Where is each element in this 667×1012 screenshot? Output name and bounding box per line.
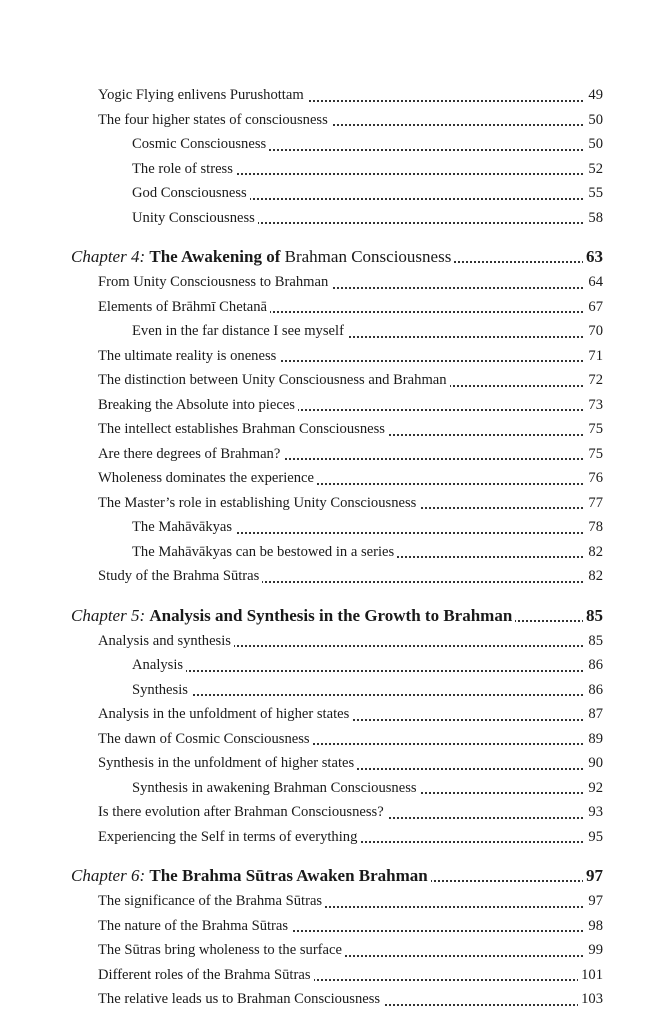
toc-entry-title: Experiencing the Self in terms of everything [98,829,360,845]
toc-entry-page: 101 [578,963,603,988]
toc-entry-title: The relative leads us to Brahman Consciousness [98,991,383,1007]
toc-entry-title: The Master’s role in establishing Unity Consciousness [98,495,419,511]
toc-entry-page: 82 [585,564,603,589]
toc-subentry [132,515,603,540]
toc-entry-page: 82 [585,540,603,565]
toc-subentry [132,181,603,206]
toc-subentry [132,206,603,231]
toc-entry [98,491,603,516]
toc-entry-page: 49 [585,83,603,108]
toc-entry-page: 58 [585,206,603,231]
toc-entry-page: 103 [578,987,603,1012]
toc-entry-page: 50 [585,132,603,157]
toc-entry-title: The Mahāvākyas can be bestowed in a series [132,544,397,560]
chapter-title-rest: Brahman Consciousness [284,247,452,266]
toc-entry-page: 50 [585,108,603,133]
toc-entry-title: Analysis in the unfoldment of higher states [98,706,352,722]
toc-subentry [132,540,603,565]
chapter-heading-5 [71,603,603,629]
chapter-label: Chapter 4: [71,247,146,266]
toc-entry-page: 73 [585,393,603,418]
chapter-title [71,866,431,885]
chapter-label: Chapter 6: [71,866,146,885]
toc-entry-title: Even in the far distance I see myself [132,323,347,339]
chapter-title [71,247,454,266]
toc-entry [98,564,603,589]
toc-entry [98,938,603,963]
toc-entry-page: 98 [585,914,603,939]
chapter-page: 85 [583,603,603,629]
toc-entry-title: From Unity Consciousness to Brahman [98,274,331,290]
toc-entry [98,393,603,418]
toc-entry-title: The dawn of Cosmic Consciousness [98,731,313,747]
toc-entry-title: The intellect establishes Brahman Consciousness [98,421,388,437]
toc-entry-page: 93 [585,800,603,825]
toc-entry-title: Synthesis in awakening Brahman Consciousness [132,780,420,796]
toc-entry-page: 64 [585,270,603,295]
toc-entry-title: Analysis and synthesis [98,633,234,649]
chapter-title-bold: The Brahma Sūtras Awaken Brahman [149,866,428,885]
toc-entry-page: 95 [585,825,603,850]
toc-subentry [132,776,603,801]
chapter-title-bold: Analysis and Synthesis in the Growth to Brahman [149,605,513,625]
chapter-title-bold: The Awakening of [149,247,281,266]
chapter-page: 63 [583,244,603,270]
chapter-page: 97 [583,863,603,889]
toc-entry-title: Elements of Brāhmī Chetanā [98,299,270,315]
chapter-heading-6 [71,863,603,889]
toc-entry [98,825,603,850]
toc-entry-title: Analysis [132,657,186,673]
chapter-heading-4 [71,244,603,270]
toc-entry-title: Wholeness dominates the experience [98,470,317,486]
toc-entry [98,963,603,988]
toc-entry-page: 99 [585,938,603,963]
toc-entry-page: 52 [585,157,603,182]
toc-entry-title: The four higher states of consciousness [98,112,331,128]
toc-entry [98,702,603,727]
toc-entry [98,344,603,369]
toc-entry-page: 72 [585,368,603,393]
toc-entry-page: 67 [585,295,603,320]
toc-entry [98,987,603,1012]
table-of-contents [71,83,603,1012]
toc-entry [98,914,603,939]
toc-entry [98,629,603,654]
toc-entry [98,270,603,295]
toc-entry-page: 75 [585,442,603,467]
toc-entry [98,368,603,393]
toc-entry [98,727,603,752]
toc-entry-page: 55 [585,181,603,206]
toc-subentry [132,653,603,678]
toc-entry-title: The distinction between Unity Consciousness and Brahman [98,372,450,388]
toc-subentry [132,319,603,344]
chapter-title [71,606,515,625]
toc-entry-title: Unity Consciousness [132,210,258,226]
toc-entry [98,417,603,442]
toc-entry-title: Is there evolution after Brahman Consciousness? [98,804,387,820]
toc-entry-title: The significance of the Brahma Sūtras [98,893,325,909]
toc-entry-page: 76 [585,466,603,491]
toc-entry [98,295,603,320]
toc-entry-page: 71 [585,344,603,369]
toc-entry-page: 89 [585,727,603,752]
toc-entry [98,466,603,491]
toc-entry [98,83,603,108]
toc-entry-title: The nature of the Brahma Sūtras [98,918,291,934]
toc-entry-page: 70 [585,319,603,344]
toc-entry-page: 90 [585,751,603,776]
toc-entry-page: 92 [585,776,603,801]
toc-entry-page: 97 [585,889,603,914]
dot-leader [132,694,603,696]
toc-entry-title: Yogic Flying enlivens Purushottam [98,87,307,103]
toc-entry [98,751,603,776]
toc-entry-title: The ultimate reality is oneness [98,348,279,364]
dot-leader [132,670,603,672]
toc-entry-title: The Sūtras bring wholeness to the surface [98,942,345,958]
toc-entry-page: 78 [585,515,603,540]
toc-entry-page: 75 [585,417,603,442]
toc-entry-page: 87 [585,702,603,727]
toc-entry [98,800,603,825]
toc-subentry [132,132,603,157]
toc-entry-title: The role of stress [132,161,236,177]
toc-subentry [132,157,603,182]
toc-entry-title: Are there degrees of Brahman? [98,446,283,462]
toc-entry-title: Cosmic Consciousness [132,136,269,152]
toc-entry-title: The Mahāvākyas [132,519,235,535]
toc-entry [98,442,603,467]
toc-entry-page: 86 [585,653,603,678]
toc-entry-page: 85 [585,629,603,654]
toc-entry [98,889,603,914]
toc-subentry [132,678,603,703]
toc-entry-title: Synthesis [132,682,191,698]
toc-entry-title: Synthesis in the unfoldment of higher states [98,755,357,771]
toc-entry-page: 86 [585,678,603,703]
chapter-label: Chapter 5: [71,605,146,625]
toc-entry [98,108,603,133]
toc-entry-title: Study of the Brahma Sūtras [98,568,262,584]
toc-entry-title: Breaking the Absolute into pieces [98,397,298,413]
toc-entry-title: God Consciousness [132,185,250,201]
toc-entry-page: 77 [585,491,603,516]
toc-entry-title: Different roles of the Brahma Sūtras [98,967,314,983]
